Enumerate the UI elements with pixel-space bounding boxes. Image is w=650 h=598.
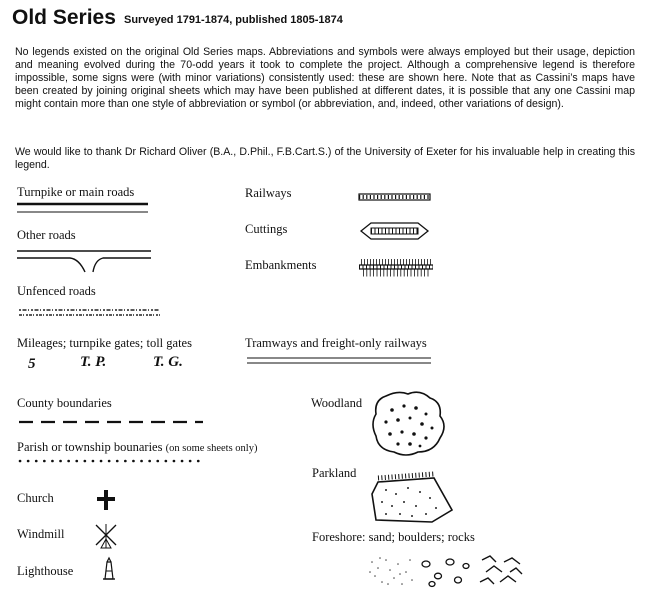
legend-label-cuttings: Cuttings — [245, 222, 288, 236]
legend-label-other-roads: Other roads — [17, 228, 76, 242]
intro-paragraph: No legends existed on the original Old Series maps. Abbreviations and symbols were always employed but their usage, depiction and meaning evolved during the 70-odd years it took to complete the project. Although a comprehensive legend is therefore impossible, some signs were (with minor variations) consistently used: these are shown here. Note that as Cassini’s maps have been created by joining original sheets which may have been published at different dates, it is possible that any one Cassini map might contain more than one style of abbreviation or symbol (or abbreviation, and, indeed, other variations of design). — [15, 46, 635, 110]
mileage-symbol: 5 — [28, 356, 36, 372]
legend-label-railways: Railways — [245, 186, 292, 200]
turnpike-gate-symbol: T. P. — [80, 354, 107, 370]
page-title: Old Series — [12, 6, 116, 29]
windmill-icon — [93, 522, 119, 550]
legend-label-foreshore: Foreshore: sand; boulders; rocks — [312, 530, 475, 544]
unfenced-road-symbol — [17, 307, 162, 319]
legend-label-unfenced-roads: Unfenced roads — [17, 284, 96, 298]
tramway-symbol — [245, 355, 435, 367]
cutting-symbol — [357, 220, 432, 242]
legend-label-turnpike: Turnpike or main roads — [17, 185, 135, 199]
county-boundary-symbol — [17, 418, 207, 426]
church-icon — [96, 489, 116, 511]
page-subtitle: Surveyed 1791-1874, published 1805-1874 — [124, 14, 343, 26]
other-road-symbol — [15, 246, 155, 278]
legend-label-church: Church — [17, 491, 54, 505]
legend-label-parkland: Parkland — [312, 466, 357, 480]
embankment-symbol — [357, 257, 435, 279]
legend-label-woodland: Woodland — [311, 396, 363, 410]
legend-label-mileages: Mileages; turnpike gates; toll gates — [17, 336, 192, 350]
acknowledgement-paragraph: We would like to thank Dr Richard Oliver (B.A., D.Phil., F.B.Cart.S.) of the University of Exeter for his invaluable help in creating this legend. — [15, 146, 635, 171]
legend-label-county-boundaries: County boundaries — [17, 396, 112, 410]
legend-label-embankments: Embankments — [245, 258, 317, 272]
parkland-symbol — [368, 470, 456, 528]
turnpike-road-symbol — [15, 200, 150, 216]
legend-label-tramways: Tramways and freight-only railways — [245, 336, 427, 350]
parish-label-text: Parish or township bounaries — [17, 440, 163, 454]
woodland-symbol — [368, 388, 452, 460]
legend-label-lighthouse: Lighthouse — [17, 564, 74, 578]
foreshore-symbol — [366, 554, 526, 590]
parish-boundary-symbol — [17, 457, 207, 465]
parish-label-note: (on some sheets only) — [165, 443, 258, 454]
railway-symbol — [357, 190, 432, 204]
toll-gate-symbol: T. G. — [153, 354, 183, 370]
lighthouse-icon — [101, 557, 117, 581]
legend-label-windmill: Windmill — [17, 527, 65, 541]
legend-label-parish-boundaries — [17, 440, 257, 455]
